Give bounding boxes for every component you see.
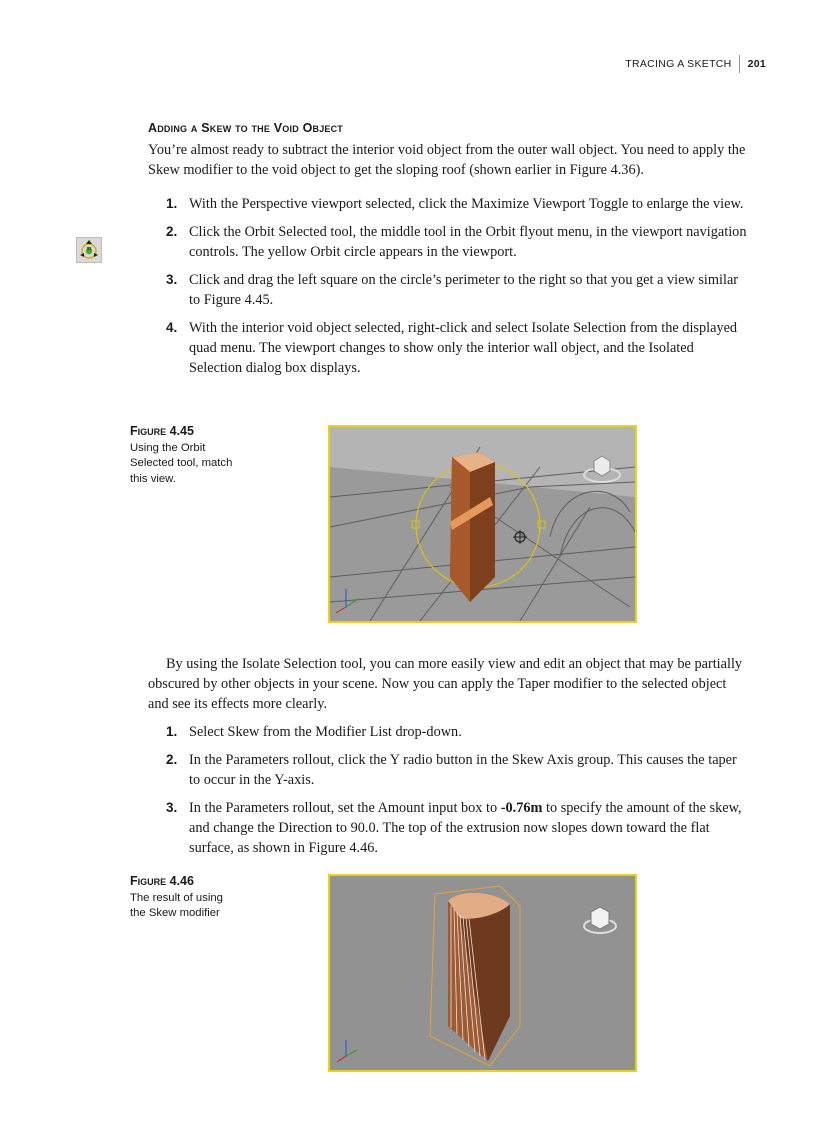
steps-list-a bbox=[148, 194, 748, 386]
step-number: 1. bbox=[166, 724, 178, 739]
section-heading: Adding a Skew to the Void Object bbox=[148, 121, 343, 135]
running-head-title: TRACING A SKETCH bbox=[625, 55, 739, 73]
list-item bbox=[148, 722, 748, 742]
list-item bbox=[148, 750, 748, 790]
figure-label: Figure 4.46 bbox=[130, 874, 194, 888]
amount-value: -0.76m bbox=[500, 800, 543, 816]
step-number: 4. bbox=[166, 320, 178, 335]
step-number: 3. bbox=[166, 272, 178, 287]
list-item bbox=[148, 270, 748, 310]
step-text: Click the Orbit Selected tool, the middle tool in the Orbit flyout menu, in the viewport navigation controls. The yellow Orbit circle appears in the viewport. bbox=[189, 224, 747, 260]
step-text: With the Perspective viewport selected, click the Maximize Viewport Toggle to enlarge the view. bbox=[189, 196, 744, 212]
figure-caption-text: Using the Orbit Selected tool, match this view. bbox=[130, 441, 233, 485]
figure-446-caption bbox=[130, 874, 240, 922]
step-text-pre: In the Parameters rollout, set the Amount input box to bbox=[189, 800, 501, 816]
page-number: 201 bbox=[747, 58, 766, 70]
step-text: Select Skew from the Modifier List drop-down. bbox=[189, 724, 462, 740]
body-paragraph: By using the Isolate Selection tool, you can more easily view and edit an object that may be partially obscured by other objects in your scene. Now you can apply the Taper modifier to the selected object and see its effects more clearly. bbox=[148, 656, 743, 712]
list-item bbox=[148, 222, 748, 262]
figure-446-viewport bbox=[328, 874, 637, 1072]
orbit-selected-icon bbox=[76, 237, 102, 263]
list-item bbox=[148, 194, 748, 214]
step-number: 2. bbox=[166, 752, 178, 767]
step-number: 3. bbox=[166, 800, 178, 815]
list-item bbox=[148, 318, 748, 378]
steps-list-b bbox=[148, 722, 748, 866]
step-number: 2. bbox=[166, 224, 178, 239]
step-number: 1. bbox=[166, 196, 178, 211]
step-text: With the interior void object selected, right-click and select Isolate Selection from the displayed quad menu. The viewport changes to show only the interior wall object, and the Isolated Selection dialog box displays. bbox=[189, 320, 738, 376]
step-text: Click and drag the left square on the circle’s perimeter to the right so that you get a view similar to Figure 4.45. bbox=[189, 272, 739, 308]
running-head bbox=[625, 55, 766, 73]
step-text: In the Parameters rollout, click the Y radio button in the Skew Axis group. This causes the taper to occur in the Y-axis. bbox=[189, 752, 737, 788]
figure-label: Figure 4.45 bbox=[130, 424, 194, 438]
figure-445-viewport bbox=[328, 425, 637, 623]
list-item bbox=[148, 798, 748, 858]
figure-445-caption bbox=[130, 424, 240, 487]
figure-caption-text: The result of using the Skew modifier bbox=[130, 891, 223, 919]
step-text-post: to specify the amount of the skew, and change the Direction to 90.0. The top of the extrusion now slopes down toward the flat surface, as shown in Figure 4.46. bbox=[189, 800, 742, 856]
intro-paragraph: You’re almost ready to subtract the interior void object from the outer wall object. You need to apply the Skew modifier to the void object to get the sloping roof (shown earlier in Figure 4.36). bbox=[148, 142, 746, 178]
